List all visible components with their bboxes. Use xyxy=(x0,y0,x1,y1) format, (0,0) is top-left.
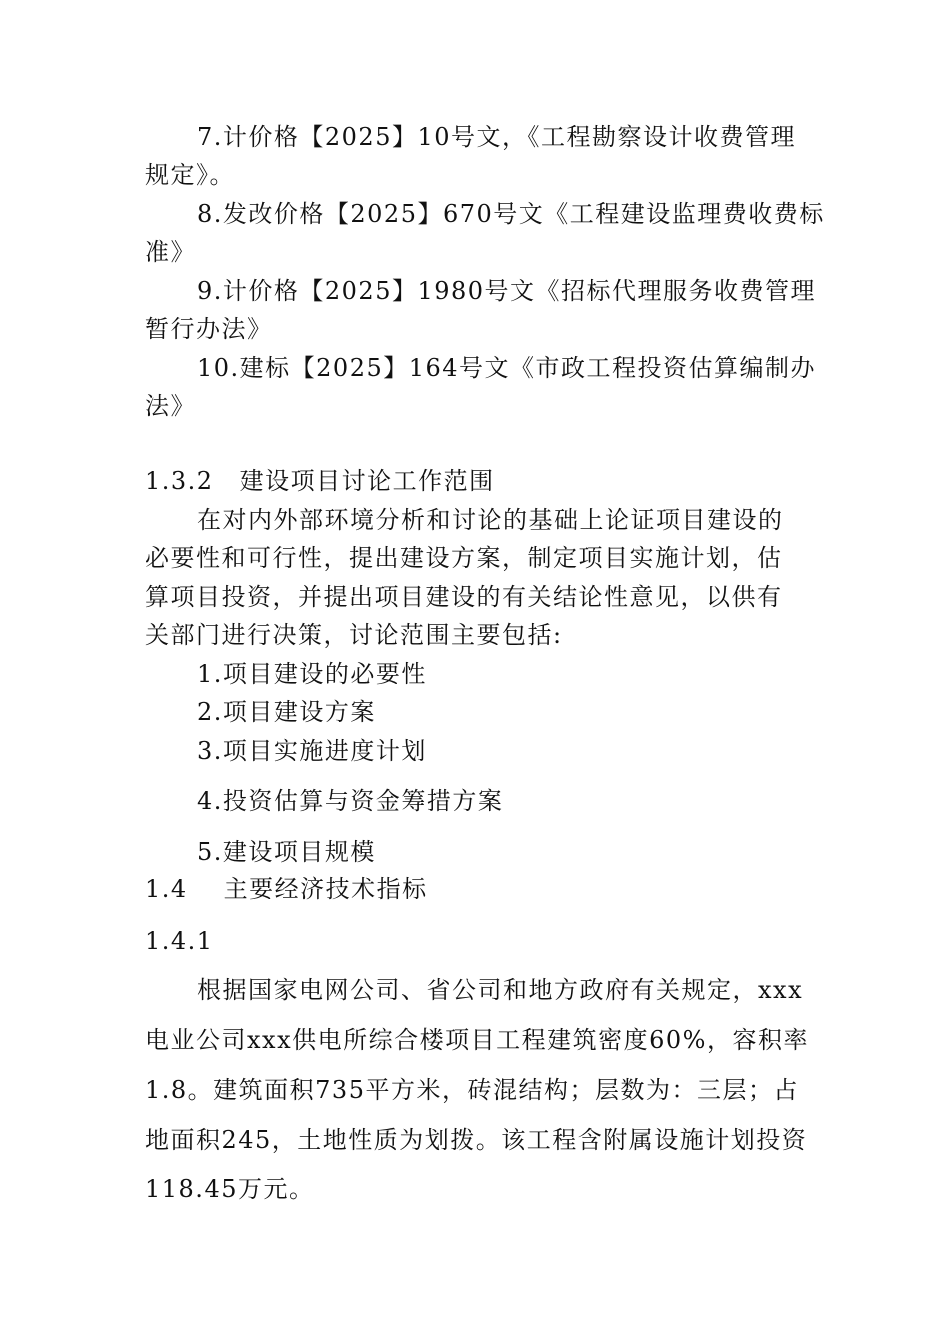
section-1-3-2-heading xyxy=(145,466,495,496)
reference-item-9-line1: 9.计价格【2025】1980号文《招标代理服务收费管理 xyxy=(197,277,817,305)
reference-item-8-line1: 8.发改价格【2025】670号文《工程建设监理费收费标 xyxy=(197,200,825,228)
scope-list-item: 2.项目建设方案 xyxy=(197,698,376,726)
reference-item-10-line2: 法》 xyxy=(145,392,196,420)
section-1-4-1-para-line3: 1.8。建筑面积735平方米，砖混结构；层数为：三层；占 xyxy=(145,1076,799,1104)
scope-list-item: 1.项目建设的必要性 xyxy=(197,660,427,688)
section-1-3-2-para-line3: 算项目投资，并提出项目建设的有关结论性意见，以供有 xyxy=(145,583,783,611)
section-1-4-number: 1.4 xyxy=(145,875,188,903)
section-1-4-1-number: 1.4.1 xyxy=(145,927,214,955)
section-1-4-1-para-line2: 电业公司xxx供电所综合楼项目工程建筑密度60%，容积率 xyxy=(145,1026,809,1054)
section-1-3-2-para-line4: 关部门进行决策，讨论范围主要包括: xyxy=(145,621,563,649)
scope-list-item: 5.建设项目规模 xyxy=(197,838,376,866)
scope-list-item: 3.项目实施进度计划 xyxy=(197,737,427,765)
reference-item-9-line2: 暂行办法》 xyxy=(145,315,273,343)
section-1-4-title: 主要经济技术指标 xyxy=(223,875,428,903)
section-1-3-2-number: 1.3.2 xyxy=(145,467,214,495)
reference-item-8-line2: 准》 xyxy=(145,238,196,266)
section-1-3-2-title: 建设项目讨论工作范围 xyxy=(239,467,495,495)
section-1-3-2-para-line1: 在对内外部环境分析和讨论的基础上论证项目建设的 xyxy=(197,506,784,534)
section-1-4-heading xyxy=(145,874,428,904)
scope-list-item: 4.投资估算与资金筹措方案 xyxy=(197,787,504,815)
reference-item-7-line1: 7.计价格【2025】10号文，《工程勘察设计收费管理 xyxy=(197,123,797,151)
section-1-4-1-para-line5: 118.45万元。 xyxy=(145,1175,315,1203)
section-1-4-1-para-line4: 地面积245，土地性质为划拨。该工程含附属设施计划投资 xyxy=(145,1126,808,1154)
reference-item-10-line1: 10.建标【2025】164号文《市政工程投资估算编制办 xyxy=(197,354,817,382)
section-1-3-2-para-line2: 必要性和可行性，提出建设方案，制定项目实施计划，估 xyxy=(145,544,783,572)
section-1-4-1-para-line1: 根据国家电网公司、省公司和地方政府有关规定，xxx xyxy=(197,976,804,1004)
reference-item-7-line2: 规定》。 xyxy=(145,161,235,189)
